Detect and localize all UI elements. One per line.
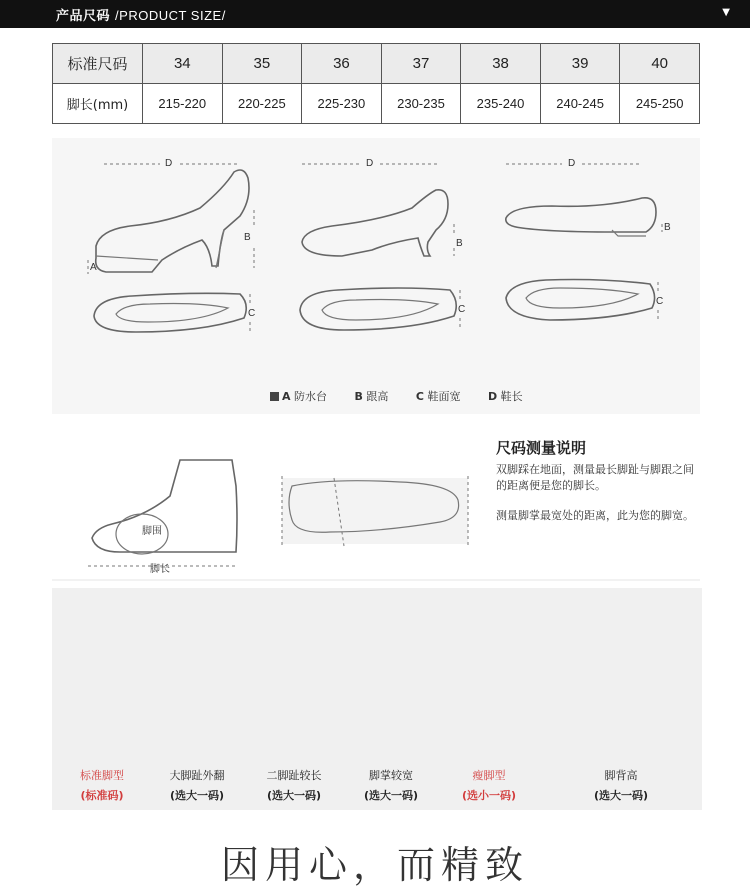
legend-item-a: A 防水台 — [270, 390, 339, 403]
foot-type-standard-caption — [47, 766, 157, 806]
length-cell: 225-230 — [302, 84, 382, 124]
legend-item-c: C 鞋面宽 — [415, 390, 461, 403]
length-cell: 215-220 — [143, 84, 223, 124]
size-cell: 34 — [143, 44, 223, 84]
size-table — [52, 43, 700, 124]
dim-b-label: B — [456, 238, 463, 249]
size-cell: 40 — [620, 44, 700, 84]
dim-a-label: A — [90, 262, 97, 273]
length-row — [53, 84, 700, 124]
foot-type-name: 标准脚型 — [80, 769, 124, 782]
flat-shoe-top-illustration — [506, 280, 658, 321]
foot-length-label: 脚长 — [150, 564, 170, 575]
foot-type-note: (选大一码) — [363, 789, 419, 802]
foot-type-narrow-caption — [434, 766, 544, 806]
low-heel-pump-side-illustration — [302, 164, 454, 256]
foot-side-measure-illustration — [88, 460, 237, 566]
platform-pump-top-illustration — [94, 293, 250, 332]
legend-item-d: D 鞋长 — [487, 390, 523, 403]
legend-item-b: B 跟高 — [354, 390, 389, 403]
foot-type-bunion-caption — [142, 766, 252, 806]
dim-d-label: D — [366, 158, 374, 169]
size-cell: 36 — [302, 44, 382, 84]
low-heel-pump-top-illustration — [300, 288, 460, 330]
legend-square-icon — [270, 392, 279, 401]
collapse-arrow-icon[interactable]: ▼ — [722, 7, 730, 18]
dim-d-label: D — [165, 158, 173, 169]
foot-type-note: (选小一码) — [461, 789, 517, 802]
foot-type-name: 脚背高 — [604, 769, 638, 782]
foot-type-high-instep-caption — [566, 766, 676, 806]
size-cell: 38 — [461, 44, 541, 84]
length-row-label: 脚长(mm) — [53, 84, 143, 124]
header-bar — [0, 0, 750, 28]
dim-d-label: D — [568, 158, 576, 169]
size-row — [53, 44, 700, 84]
slogan: 因用心，而精致 — [220, 843, 529, 887]
flat-shoe-side-illustration — [506, 164, 662, 236]
foot-type-long-second-toe-caption — [239, 766, 349, 806]
platform-pump-side-illustration — [88, 164, 254, 274]
shoe-dimension-diagram — [52, 138, 700, 414]
dim-c-label: C — [248, 308, 256, 319]
length-cell: 240-245 — [540, 84, 620, 124]
measure-length-instructions: 双脚踩在地面，测量最长脚趾与脚跟之间的距离便是您的脚长。 — [496, 463, 694, 492]
foot-type-name: 脚掌较宽 — [369, 769, 413, 782]
header-title — [56, 5, 226, 24]
dim-b-label: B — [244, 232, 251, 243]
foot-type-name: 瘦脚型 — [472, 769, 506, 782]
shoe-illustrations — [52, 138, 700, 414]
foot-girth-label: 脚围 — [142, 526, 162, 537]
foot-type-note: (选大一码) — [266, 789, 322, 802]
foot-type-name: 大脚趾外翻 — [169, 769, 225, 782]
dim-c-label: C — [458, 304, 466, 315]
length-cell: 220-225 — [222, 84, 302, 124]
size-cell: 39 — [540, 44, 620, 84]
size-cell: 37 — [381, 44, 461, 84]
length-cell: 235-240 — [461, 84, 541, 124]
header-title-en: /PRODUCT SIZE/ — [115, 8, 226, 23]
foot-type-name: 二脚趾较长 — [266, 769, 322, 782]
dimension-legend — [270, 388, 547, 404]
header-title-cn: 产品尺码 — [56, 9, 111, 24]
size-row-label: 标准尺码 — [53, 44, 143, 84]
foot-type-note: (选大一码) — [169, 789, 225, 802]
length-cell: 245-250 — [620, 84, 700, 124]
measure-instructions-title: 尺码测量说明 — [496, 439, 587, 457]
foot-type-wide-caption — [336, 766, 446, 806]
length-cell: 230-235 — [381, 84, 461, 124]
foot-type-note: (标准码) — [80, 789, 124, 802]
foot-type-note: (选大一码) — [593, 789, 649, 802]
foot-top-measure-illustration — [282, 476, 468, 546]
measure-width-instructions: 测量脚掌最宽处的距离，此为您的脚宽。 — [496, 509, 694, 522]
dim-b-label: B — [664, 222, 671, 233]
dim-c-label: C — [656, 296, 664, 307]
size-cell: 35 — [222, 44, 302, 84]
